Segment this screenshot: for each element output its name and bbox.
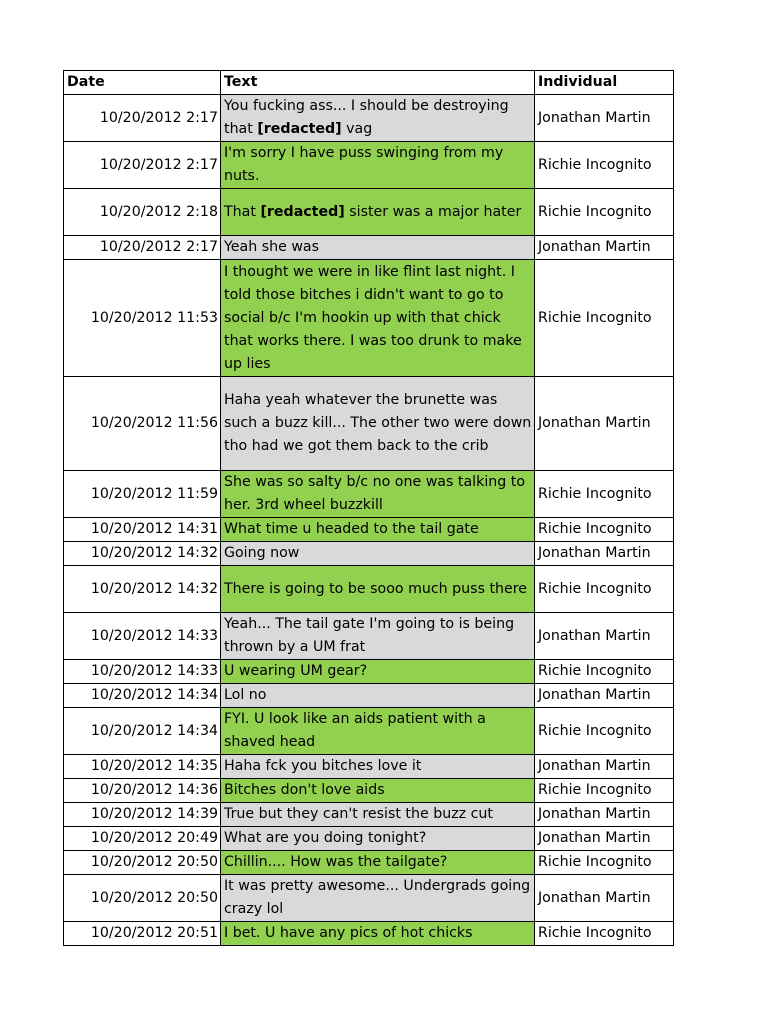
table-row [64,566,674,613]
table-row [64,803,674,827]
message-text-cell [221,827,535,851]
individual-cell: Richie Incognito [535,660,674,684]
date-cell: 10/20/2012 14:32 [64,542,221,566]
table-row [64,851,674,875]
date-cell: 10/20/2012 14:33 [64,613,221,660]
date-cell: 10/20/2012 20:50 [64,875,221,922]
table-row [64,779,674,803]
individual-cell: Richie Incognito [535,566,674,613]
table-row [64,542,674,566]
date-cell: 10/20/2012 14:35 [64,755,221,779]
redacted-marker: [redacted] [257,121,342,137]
message-text-segment: There is going to be sooo much puss there [224,580,528,597]
message-text-cell [221,803,535,827]
table-row [64,708,674,755]
message-text-cell [221,755,535,779]
message-text-cell [221,377,535,471]
message-text-segment: U wearing UM gear? [224,663,368,679]
message-text-cell [221,95,535,142]
date-cell: 10/20/2012 14:34 [64,708,221,755]
message-text-cell [221,660,535,684]
individual-cell: Richie Incognito [535,471,674,518]
message-text-segment: sister was a major hater [344,203,522,220]
individual-cell: Jonathan Martin [535,613,674,660]
message-text-segment: What are you doing tonight? [224,830,427,846]
message-text-segment: Yeah... The tail gate I'm going to is being thrown by a UM frat [224,616,515,655]
individual-cell: Jonathan Martin [535,377,674,471]
date-cell: 10/20/2012 14:39 [64,803,221,827]
message-text-cell [221,851,535,875]
table-row [64,377,674,471]
individual-cell: Jonathan Martin [535,827,674,851]
table-row [64,471,674,518]
table-row [64,922,674,946]
message-text-cell [221,779,535,803]
date-column-header: Date [64,71,221,95]
message-text-segment: Haha fck you bitches love it [224,758,422,774]
message-text-segment: FYI. U look like an aids patient with a shaved head [224,711,486,750]
table-row [64,827,674,851]
table-row [64,660,674,684]
individual-cell: Jonathan Martin [535,875,674,922]
message-text-segment: Lol no [224,687,267,703]
message-text-cell [221,236,535,260]
date-cell: 10/20/2012 11:53 [64,260,221,377]
individual-cell: Richie Incognito [535,189,674,236]
message-text-cell [221,684,535,708]
message-text-segment: Chillin.... How was the tailgate? [224,854,448,870]
message-text-segment: Haha yeah whatever the brunette was such a buzz kill... The other two were down tho had we got them back to the crib [224,392,532,454]
message-text-cell [221,142,535,189]
individual-cell: Richie Incognito [535,708,674,755]
message-text-cell [221,189,535,236]
message-text-cell [221,260,535,377]
table-row [64,142,674,189]
date-cell: 10/20/2012 14:36 [64,779,221,803]
date-cell: 10/20/2012 14:31 [64,518,221,542]
message-text-segment: That [224,203,261,220]
message-text-cell [221,566,535,613]
table-row [64,755,674,779]
individual-cell: Jonathan Martin [535,755,674,779]
message-text-segment: I'm sorry I have puss swinging from my nuts. [224,145,504,184]
message-text-cell [221,922,535,946]
header-row [64,71,674,95]
message-text-cell [221,471,535,518]
individual-cell: Jonathan Martin [535,95,674,142]
table-row [64,684,674,708]
date-cell: 10/20/2012 14:32 [64,566,221,613]
individual-cell: Jonathan Martin [535,684,674,708]
redacted-marker: [redacted] [260,203,345,220]
individual-column-header: Individual [535,71,674,95]
message-text-segment: vag [341,121,373,137]
table-row [64,260,674,377]
table-row [64,518,674,542]
individual-cell: Jonathan Martin [535,803,674,827]
individual-cell: Richie Incognito [535,260,674,377]
table-row [64,613,674,660]
date-cell: 10/20/2012 14:33 [64,660,221,684]
table-row [64,95,674,142]
table-row [64,189,674,236]
message-text-cell [221,708,535,755]
table-row [64,875,674,922]
individual-cell: Jonathan Martin [535,236,674,260]
date-cell: 10/20/2012 20:51 [64,922,221,946]
message-text-cell [221,613,535,660]
message-text-segment: I bet. U have any pics of hot chicks [224,925,473,941]
message-text-segment: You fucking ass... I should be destroying that [224,98,509,137]
text-column-header: Text [221,71,535,95]
individual-cell: Richie Incognito [535,142,674,189]
individual-cell: Richie Incognito [535,851,674,875]
date-cell: 10/20/2012 11:56 [64,377,221,471]
date-cell: 10/20/2012 2:18 [64,189,221,236]
individual-cell: Richie Incognito [535,922,674,946]
message-text-segment: It was pretty awesome... Undergrads going crazy lol [224,878,531,917]
message-text-segment: She was so salty b/c no one was talking to her. 3rd wheel buzzkill [224,474,526,513]
individual-cell: Jonathan Martin [535,542,674,566]
date-cell: 10/20/2012 2:17 [64,236,221,260]
date-cell: 10/20/2012 20:49 [64,827,221,851]
date-cell: 10/20/2012 11:59 [64,471,221,518]
message-text-cell [221,518,535,542]
message-text-cell [221,542,535,566]
message-text-segment: What time u headed to the tail gate [224,521,479,537]
date-cell: 10/20/2012 2:17 [64,95,221,142]
date-cell: 10/20/2012 20:50 [64,851,221,875]
individual-cell: Richie Incognito [535,779,674,803]
message-text-segment: Bitches don't love aids [224,782,385,798]
date-cell: 10/20/2012 2:17 [64,142,221,189]
message-log-table [63,70,674,946]
message-text-cell [221,875,535,922]
message-text-segment: Going now [224,545,300,561]
message-text-segment: True but they can't resist the buzz cut [224,806,493,822]
message-text-segment: Yeah she was [224,239,320,255]
message-rows [64,95,674,946]
date-cell: 10/20/2012 14:34 [64,684,221,708]
message-text-segment: I thought we were in like flint last night. I told those bitches i didn't want to go to social b/c I'm hookin up with that chick that works there. I was too drunk to make up lies [224,263,522,372]
individual-cell: Richie Incognito [535,518,674,542]
table-row [64,236,674,260]
